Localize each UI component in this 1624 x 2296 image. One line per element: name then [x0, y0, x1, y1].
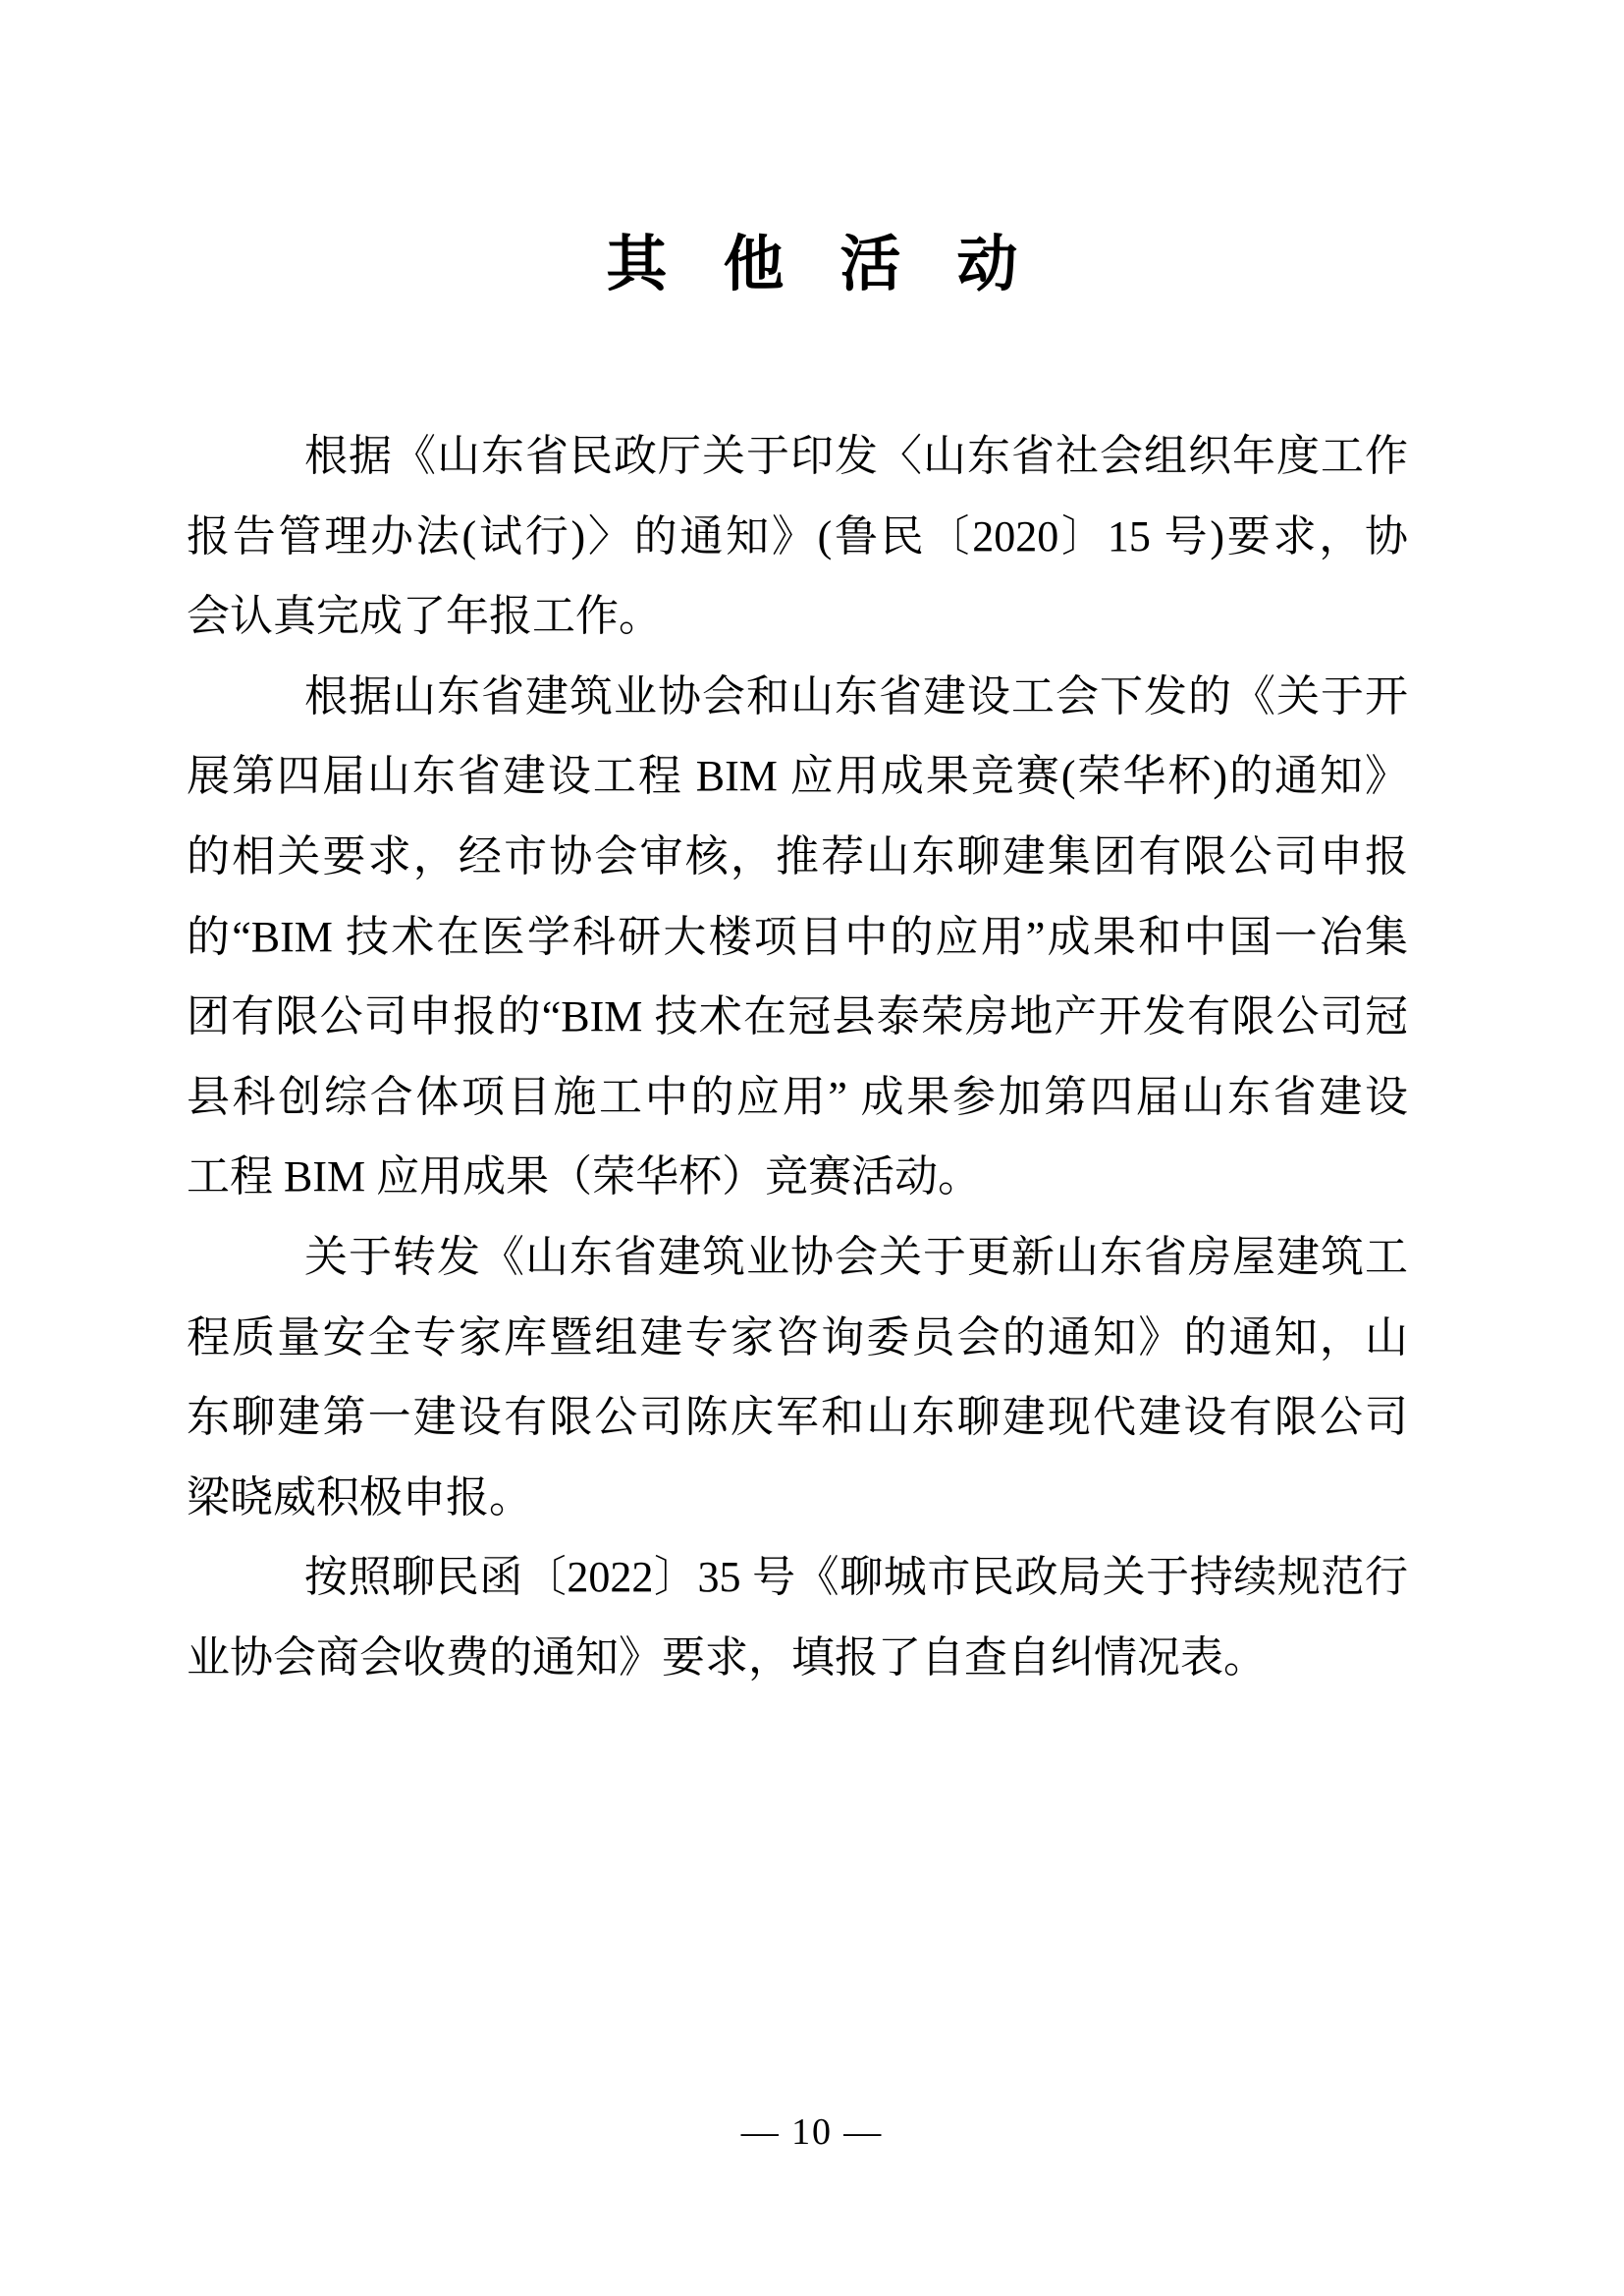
paragraph-line: 报告管理办法(试行)〉的通知》(鲁民〔2020〕15 号)要求，协	[187, 511, 1408, 561]
paragraph-line: 的“BIM 技术在医学科研大楼项目中的应用”成果和中国一冶集	[187, 912, 1408, 961]
paragraph-line: 东聊建第一建设有限公司陈庆军和山东聊建现代建设有限公司	[187, 1393, 1408, 1442]
paragraph-line: 的相关要求，经市协会审核，推荐山东聊建集团有限公司申报	[187, 831, 1408, 881]
page-title: 其他活动	[606, 232, 1074, 298]
paragraph	[187, 416, 1408, 657]
paragraph-line: 梁晓威积极申报。	[187, 1472, 532, 1522]
paragraph-line: 展第四届山东省建设工程 BIM 应用成果竞赛(荣华杯)的通知》	[187, 752, 1408, 801]
paragraph-line: 团有限公司申报的“BIM 技术在冠县泰荣房地产开发有限公司冠	[187, 992, 1408, 1041]
paragraph-line: 县科创综合体项目施工中的应用” 成果参加第四届山东省建设	[187, 1072, 1408, 1121]
paragraph-line: 根据《山东省民政厅关于印发〈山东省社会组织年度工作	[304, 432, 1408, 480]
document-body	[187, 416, 1408, 1698]
paragraph-line: 工程 BIM 应用成果（荣华杯）竞赛活动。	[187, 1152, 982, 1201]
paragraph-line: 根据山东省建筑业协会和山东省建设工会下发的《关于开	[304, 671, 1408, 721]
paragraph-line: 关于转发《山东省建筑业协会关于更新山东省房屋建筑工	[304, 1232, 1408, 1281]
page-number: — 10 —	[740, 2111, 884, 2153]
paragraph-line: 按照聊民函〔2022〕35 号《聊城市民政局关于持续规范行	[304, 1553, 1408, 1602]
paragraph	[187, 1217, 1408, 1537]
paragraph-line: 业协会商会收费的通知》要求，填报了自查自纠情况表。	[187, 1632, 1267, 1682]
paragraph	[187, 1537, 1408, 1697]
paragraph-line: 程质量安全专家库暨组建专家咨询委员会的通知》的通知，山	[187, 1312, 1408, 1362]
paragraph-line: 会认真完成了年报工作。	[187, 592, 662, 641]
paragraph	[187, 657, 1408, 1217]
